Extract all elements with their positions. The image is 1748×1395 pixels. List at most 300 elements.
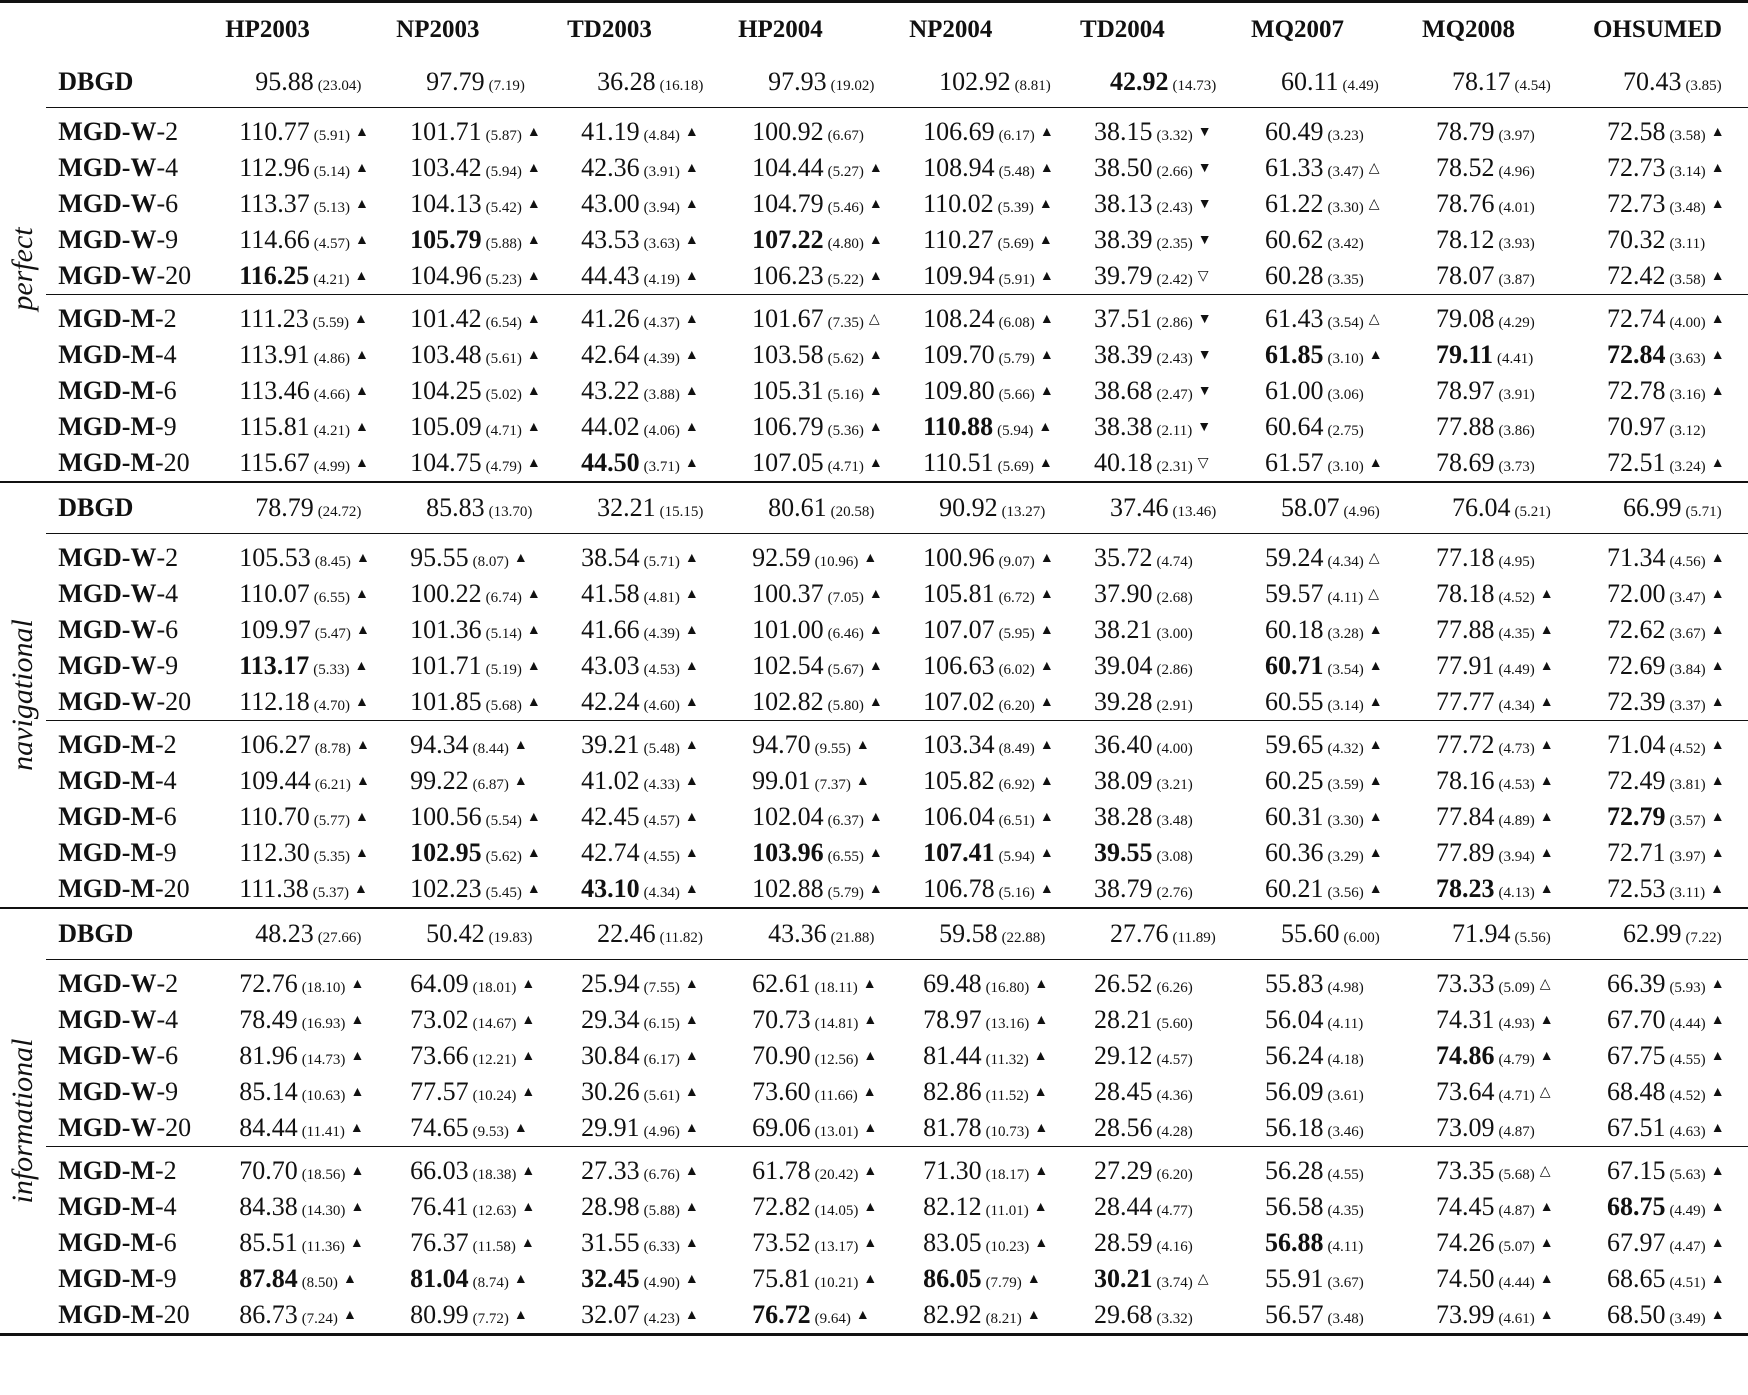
score-value: 61.22 <box>1265 189 1324 218</box>
triangle-up-filled-icon: ▲ <box>355 551 370 566</box>
method-name <box>46 337 211 373</box>
triangle-down-filled-icon: ▼ <box>1197 125 1212 140</box>
score-cell <box>1579 1147 1748 1190</box>
score-cell <box>895 1147 1066 1190</box>
score-cell <box>724 258 895 295</box>
score-cell <box>895 960 1066 1003</box>
triangle-up-filled-icon: ▲ <box>1710 348 1725 363</box>
method-label: MGD-W <box>58 969 157 998</box>
score-cell <box>553 373 724 409</box>
score-value: 59.57 <box>1265 579 1324 608</box>
score-cell <box>1237 799 1408 835</box>
score-value: 56.58 <box>1265 1192 1324 1221</box>
method-label: MGD-W <box>58 189 157 218</box>
std-dev: (5.94) <box>998 849 1035 865</box>
score-cell <box>553 1297 724 1335</box>
score-value: 60.62 <box>1265 225 1324 254</box>
std-dev: (4.49) <box>1342 78 1379 94</box>
score-value: 68.50 <box>1606 1300 1666 1329</box>
std-dev: (5.94) <box>485 164 522 180</box>
method-name <box>46 763 211 799</box>
triangle-up-filled-icon: ▲ <box>868 348 883 363</box>
method-name <box>46 108 211 151</box>
score-cell <box>1408 373 1579 409</box>
score-value: 103.34 <box>923 730 995 759</box>
score-value: 69.06 <box>752 1113 811 1142</box>
score-value: 81.96 <box>239 1041 298 1070</box>
std-dev: (5.94) <box>997 423 1034 439</box>
std-dev: (5.95) <box>998 626 1035 642</box>
std-dev: (4.70) <box>313 698 350 714</box>
score-cell <box>1579 108 1748 151</box>
score-cell <box>724 1297 895 1335</box>
std-dev: (4.47) <box>1669 1239 1706 1255</box>
triangle-up-filled-icon: ▲ <box>684 551 699 566</box>
score-value: 85.83 <box>426 493 485 522</box>
std-dev: (3.97) <box>1669 849 1706 865</box>
score-cell <box>382 908 553 960</box>
std-dev: (3.42) <box>1327 236 1364 252</box>
std-dev: (19.83) <box>488 930 533 946</box>
std-dev: (22.88) <box>1001 930 1046 946</box>
triangle-up-filled-icon: ▲ <box>868 197 883 212</box>
method-name <box>46 721 211 764</box>
std-dev: (11.82) <box>659 930 703 946</box>
method-name <box>46 150 211 186</box>
std-dev: (6.74) <box>485 590 522 606</box>
score-cell <box>553 684 724 721</box>
std-dev: (2.42) <box>1156 272 1193 288</box>
triangle-up-filled-icon: ▲ <box>1710 587 1725 602</box>
score-cell <box>1579 648 1748 684</box>
score-value: 107.07 <box>923 615 995 644</box>
method-name <box>46 222 211 258</box>
std-dev: (6.17) <box>643 1052 680 1068</box>
triangle-up-filled-icon: ▲ <box>1038 233 1053 248</box>
score-cell <box>895 648 1066 684</box>
score-cell <box>382 186 553 222</box>
score-value: 102.23 <box>410 874 482 903</box>
score-cell <box>382 1147 553 1190</box>
score-value: 38.15 <box>1094 117 1153 146</box>
triangle-up-filled-icon: ▲ <box>1539 810 1554 825</box>
score-value: 81.44 <box>923 1041 982 1070</box>
std-dev: (4.73) <box>1498 741 1535 757</box>
score-value: 71.34 <box>1606 543 1666 572</box>
triangle-up-outline-icon: △ <box>1368 197 1380 212</box>
std-dev: (3.30) <box>1327 813 1364 829</box>
triangle-up-filled-icon: ▲ <box>520 1236 535 1251</box>
triangle-up-filled-icon: ▲ <box>1039 348 1054 363</box>
score-value: 76.72 <box>752 1300 811 1329</box>
method-suffix: -9 <box>155 838 177 867</box>
triangle-up-filled-icon: ▲ <box>1368 810 1383 825</box>
std-dev: (8.07) <box>472 554 509 570</box>
triangle-up-filled-icon: ▲ <box>1539 587 1554 602</box>
std-dev: (2.11) <box>1156 423 1193 439</box>
triangle-up-filled-icon: ▲ <box>526 420 541 435</box>
std-dev: (5.68) <box>1498 1167 1535 1183</box>
triangle-down-filled-icon: ▼ <box>1197 197 1212 212</box>
std-dev: (4.11) <box>1327 590 1364 606</box>
score-cell <box>211 258 382 295</box>
std-dev: (3.61) <box>1327 1088 1364 1104</box>
std-dev: (4.49) <box>1669 1203 1706 1219</box>
score-cell <box>1066 409 1237 445</box>
triangle-up-filled-icon: ▲ <box>1710 882 1724 897</box>
triangle-up-filled-icon: ▲ <box>684 420 699 435</box>
score-cell <box>211 763 382 799</box>
triangle-up-filled-icon: ▲ <box>863 551 878 566</box>
std-dev: (3.23) <box>1327 128 1364 144</box>
method-label: MGD-M <box>58 838 155 867</box>
score-cell <box>1579 150 1748 186</box>
score-value: 77.84 <box>1435 802 1495 831</box>
std-dev: (3.28) <box>1327 626 1364 642</box>
score-value: 75.81 <box>752 1264 811 1293</box>
score-value: 104.96 <box>410 261 482 290</box>
triangle-up-filled-icon: ▲ <box>1039 269 1054 284</box>
std-dev: (2.75) <box>1327 423 1364 439</box>
score-cell <box>1237 1297 1408 1335</box>
std-dev: (2.76) <box>1156 885 1193 901</box>
method-suffix: -6 <box>156 1041 179 1070</box>
triangle-up-filled-icon: ▲ <box>1710 738 1725 753</box>
score-cell <box>895 799 1066 835</box>
std-dev: (5.69) <box>997 236 1034 252</box>
triangle-up-filled-icon: ▲ <box>1033 1049 1048 1064</box>
std-dev: (7.72) <box>472 1311 509 1327</box>
triangle-up-filled-icon: ▲ <box>354 197 369 212</box>
score-cell <box>211 1261 382 1297</box>
triangle-up-filled-icon: ▲ <box>1039 659 1054 674</box>
std-dev: (5.21) <box>1514 504 1551 520</box>
score-cell <box>1408 295 1579 338</box>
score-cell <box>1066 799 1237 835</box>
std-dev: (2.91) <box>1156 698 1193 714</box>
score-value: 38.13 <box>1094 189 1153 218</box>
score-cell <box>211 1110 382 1147</box>
score-value: 29.68 <box>1094 1300 1153 1329</box>
score-cell <box>895 721 1066 764</box>
score-cell <box>724 409 895 445</box>
triangle-up-filled-icon: ▲ <box>1710 456 1725 471</box>
score-cell <box>1237 1261 1408 1297</box>
triangle-up-filled-icon: ▲ <box>1368 659 1383 674</box>
std-dev: (11.36) <box>301 1239 345 1255</box>
method-suffix: -9 <box>155 412 177 441</box>
condition-cell <box>0 908 46 1335</box>
std-dev: (16.93) <box>301 1016 346 1032</box>
std-dev: (16.18) <box>659 78 704 94</box>
score-value: 109.44 <box>239 766 311 795</box>
std-dev: (5.19) <box>485 662 522 678</box>
score-cell <box>1066 684 1237 721</box>
score-value: 66.99 <box>1622 493 1682 522</box>
std-dev: (4.80) <box>827 236 864 252</box>
std-dev: (4.53) <box>1498 777 1535 793</box>
score-cell <box>553 186 724 222</box>
std-dev: (3.46) <box>1327 1124 1364 1140</box>
triangle-up-filled-icon: ▲ <box>1039 384 1054 399</box>
method-name <box>46 534 211 577</box>
score-value: 101.85 <box>410 687 482 716</box>
triangle-up-filled-icon: ▲ <box>684 456 699 471</box>
triangle-up-filled-icon: ▲ <box>1368 774 1383 789</box>
score-cell <box>1237 295 1408 338</box>
score-value: 72.00 <box>1606 579 1666 608</box>
score-cell <box>1579 57 1748 108</box>
triangle-up-filled-icon: ▲ <box>1034 1236 1049 1251</box>
triangle-up-filled-icon: ▲ <box>513 1121 528 1136</box>
std-dev: (5.14) <box>485 626 522 642</box>
score-cell <box>1579 835 1748 871</box>
score-cell <box>553 258 724 295</box>
score-value: 107.22 <box>752 225 824 254</box>
score-cell <box>211 1002 382 1038</box>
score-cell <box>1408 445 1579 482</box>
std-dev: (3.48) <box>1327 1311 1364 1327</box>
triangle-up-filled-icon: ▲ <box>350 1049 365 1064</box>
score-cell <box>724 684 895 721</box>
method-label: MGD-M <box>58 376 155 405</box>
score-value: 28.56 <box>1094 1113 1153 1142</box>
std-dev: (6.67) <box>827 128 864 144</box>
std-dev: (6.54) <box>485 315 522 331</box>
score-value: 102.82 <box>752 687 824 716</box>
score-cell <box>1408 534 1579 577</box>
triangle-up-filled-icon: ▲ <box>684 1049 699 1064</box>
score-cell <box>724 295 895 338</box>
score-cell <box>724 1147 895 1190</box>
triangle-up-filled-icon: ▲ <box>868 456 883 471</box>
table-row <box>0 409 1748 445</box>
std-dev: (6.46) <box>827 626 864 642</box>
method-name <box>46 908 211 960</box>
score-value: 60.64 <box>1265 412 1324 441</box>
std-dev: (14.30) <box>301 1203 346 1219</box>
score-cell <box>1066 1297 1237 1335</box>
score-value: 103.96 <box>752 838 824 867</box>
score-cell <box>724 1110 895 1147</box>
triangle-up-filled-icon: ▲ <box>1539 1308 1554 1323</box>
score-cell <box>895 835 1066 871</box>
std-dev: (3.24) <box>1669 459 1706 475</box>
condition-label: navigational <box>6 619 40 771</box>
triangle-up-filled-icon: ▲ <box>684 623 699 638</box>
score-cell <box>1579 1261 1748 1297</box>
score-cell <box>211 482 382 534</box>
score-value: 35.72 <box>1094 543 1153 572</box>
method-label: MGD-M <box>58 1156 155 1185</box>
score-value: 76.41 <box>410 1192 469 1221</box>
score-cell <box>1237 1110 1408 1147</box>
score-value: 104.25 <box>410 376 482 405</box>
score-cell <box>1066 1002 1237 1038</box>
score-cell <box>1408 721 1579 764</box>
score-value: 27.33 <box>581 1156 640 1185</box>
std-dev: (3.86) <box>1498 423 1535 439</box>
triangle-up-filled-icon: ▲ <box>1539 1013 1554 1028</box>
score-value: 74.50 <box>1435 1264 1495 1293</box>
condition-cell <box>0 482 46 908</box>
score-value: 60.71 <box>1265 651 1324 680</box>
score-cell <box>1237 1038 1408 1074</box>
score-value: 72.51 <box>1606 448 1666 477</box>
triangle-up-filled-icon: ▲ <box>1034 1121 1049 1136</box>
score-cell <box>382 337 553 373</box>
std-dev: (2.86) <box>1156 662 1193 678</box>
method-label: MGD-W <box>58 225 157 254</box>
score-value: 39.28 <box>1094 687 1153 716</box>
score-value: 25.94 <box>581 969 640 998</box>
score-cell <box>1066 576 1237 612</box>
triangle-up-filled-icon: ▲ <box>526 882 541 897</box>
std-dev: (5.36) <box>827 423 864 439</box>
score-value: 61.00 <box>1265 376 1324 405</box>
table-header <box>0 2 1748 58</box>
triangle-up-filled-icon: ▲ <box>863 1236 878 1251</box>
score-value: 66.03 <box>410 1156 469 1185</box>
score-value: 31.55 <box>581 1228 640 1257</box>
method-label: MGD-M <box>58 1264 155 1293</box>
score-value: 72.69 <box>1606 651 1666 680</box>
triangle-up-filled-icon: ▲ <box>684 810 699 825</box>
score-cell <box>1579 295 1748 338</box>
score-value: 67.97 <box>1606 1228 1666 1257</box>
std-dev: (6.51) <box>998 813 1035 829</box>
std-dev: (3.88) <box>643 387 680 403</box>
score-value: 74.86 <box>1435 1041 1495 1070</box>
std-dev: (5.66) <box>998 387 1035 403</box>
method-label: DBGD <box>58 493 134 522</box>
score-cell <box>211 721 382 764</box>
score-cell <box>1408 799 1579 835</box>
std-dev: (12.21) <box>472 1052 517 1068</box>
std-dev: (4.90) <box>643 1275 680 1291</box>
score-cell <box>211 534 382 577</box>
score-value: 73.99 <box>1435 1300 1495 1329</box>
std-dev: (4.33) <box>643 777 680 793</box>
score-value: 38.39 <box>1094 225 1153 254</box>
score-cell <box>724 576 895 612</box>
std-dev: (4.87) <box>1498 1203 1535 1219</box>
score-value: 103.42 <box>410 153 482 182</box>
score-cell <box>382 222 553 258</box>
std-dev: (18.38) <box>472 1167 517 1183</box>
method-name <box>46 1189 211 1225</box>
std-dev: (4.96) <box>1343 504 1380 520</box>
std-dev: (10.96) <box>814 554 859 570</box>
score-cell <box>553 534 724 577</box>
score-value: 100.22 <box>410 579 482 608</box>
std-dev: (5.48) <box>998 164 1035 180</box>
score-cell <box>211 612 382 648</box>
std-dev: (11.58) <box>472 1239 516 1255</box>
score-cell <box>211 1074 382 1110</box>
score-value: 101.67 <box>752 304 824 333</box>
score-value: 41.66 <box>581 615 640 644</box>
method-label: MGD-M <box>58 448 155 477</box>
score-value: 112.96 <box>239 153 310 182</box>
score-cell <box>1579 684 1748 721</box>
score-value: 81.78 <box>923 1113 982 1142</box>
score-cell <box>1579 763 1748 799</box>
std-dev: (20.42) <box>814 1167 859 1183</box>
std-dev: (7.19) <box>488 78 525 94</box>
score-value: 27.29 <box>1094 1156 1153 1185</box>
score-value: 106.23 <box>752 261 824 290</box>
score-cell <box>895 1297 1066 1335</box>
score-cell <box>1066 482 1237 534</box>
score-value: 30.26 <box>581 1077 640 1106</box>
score-cell <box>382 409 553 445</box>
std-dev: (3.48) <box>1669 200 1706 216</box>
score-value: 111.38 <box>239 874 309 903</box>
score-cell <box>1066 186 1237 222</box>
triangle-up-filled-icon: ▲ <box>1039 774 1054 789</box>
score-cell <box>895 1002 1066 1038</box>
score-cell <box>382 648 553 684</box>
score-value: 84.44 <box>239 1113 298 1142</box>
score-value: 72.78 <box>1606 376 1666 405</box>
score-cell <box>211 186 382 222</box>
triangle-up-filled-icon: ▲ <box>684 1121 699 1136</box>
method-label: MGD-W <box>58 1005 157 1034</box>
score-value: 60.36 <box>1265 838 1324 867</box>
method-name <box>46 186 211 222</box>
triangle-up-filled-icon: ▲ <box>868 846 883 861</box>
score-value: 95.55 <box>410 543 469 572</box>
method-label: MGD-M <box>58 340 155 369</box>
score-cell <box>895 222 1066 258</box>
std-dev: (5.48) <box>643 741 680 757</box>
triangle-up-filled-icon: ▲ <box>1368 695 1383 710</box>
score-cell <box>1579 445 1748 482</box>
triangle-up-filled-icon: ▲ <box>863 1121 878 1136</box>
score-value: 32.21 <box>597 493 656 522</box>
column-header: MQ2008 <box>1408 2 1579 58</box>
score-value: 42.64 <box>581 340 640 369</box>
score-value: 86.73 <box>239 1300 298 1329</box>
std-dev: (3.57) <box>1669 813 1706 829</box>
std-dev: (5.67) <box>827 662 864 678</box>
std-dev: (4.00) <box>1669 315 1706 331</box>
score-cell <box>895 763 1066 799</box>
method-label: MGD-W <box>58 687 157 716</box>
triangle-up-filled-icon: ▲ <box>1038 420 1053 435</box>
std-dev: (19.02) <box>830 78 875 94</box>
score-cell <box>1408 612 1579 648</box>
score-cell <box>553 799 724 835</box>
triangle-up-filled-icon: ▲ <box>526 197 541 212</box>
score-value: 101.36 <box>410 615 482 644</box>
score-cell <box>1408 684 1579 721</box>
std-dev: (18.11) <box>814 980 858 996</box>
score-value: 110.27 <box>923 225 994 254</box>
score-cell <box>1579 721 1748 764</box>
triangle-up-filled-icon: ▲ <box>1039 161 1054 176</box>
method-name <box>46 576 211 612</box>
triangle-up-filled-icon: ▲ <box>684 312 699 327</box>
column-header: NP2004 <box>895 2 1066 58</box>
score-cell <box>211 684 382 721</box>
score-cell <box>211 150 382 186</box>
method-name <box>46 960 211 1003</box>
score-cell <box>382 445 553 482</box>
method-name <box>46 612 211 648</box>
score-cell <box>1408 763 1579 799</box>
